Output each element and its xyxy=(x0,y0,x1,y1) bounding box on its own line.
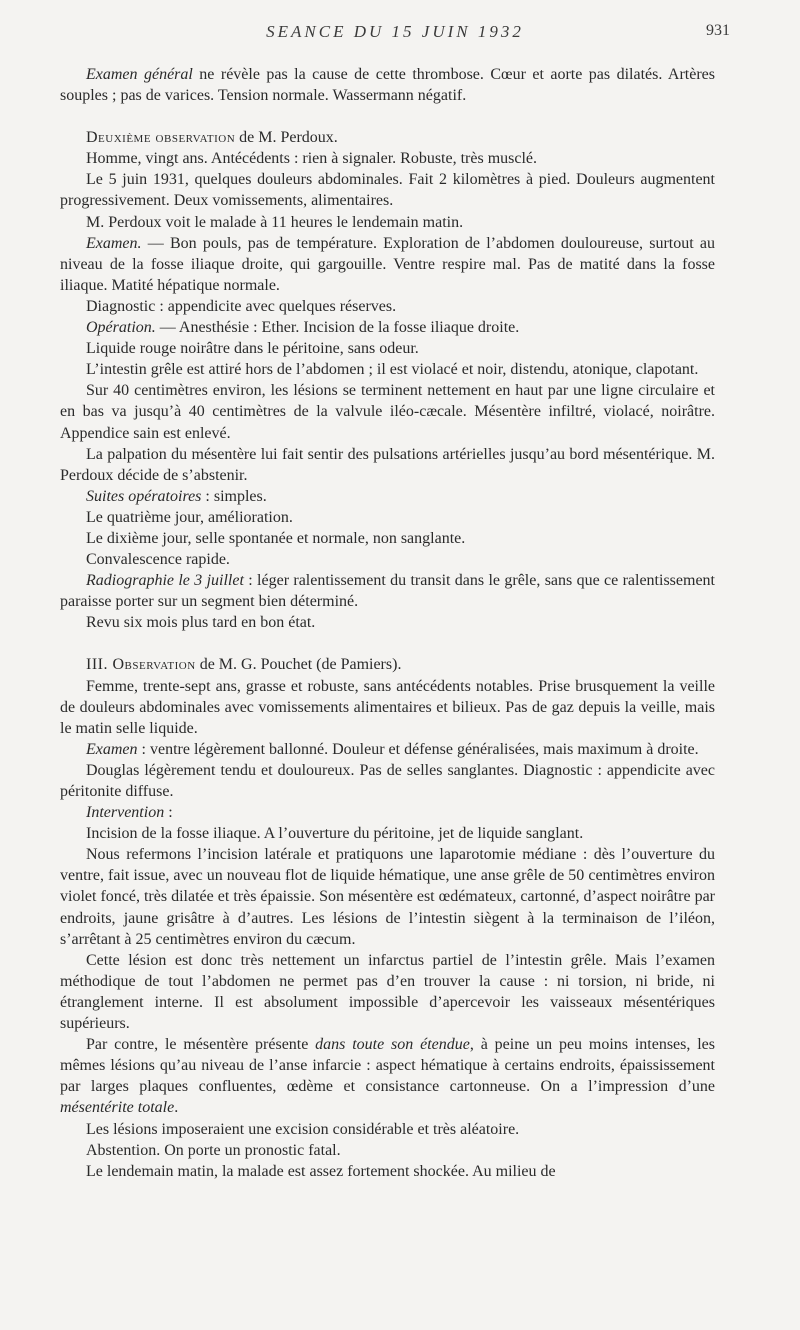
paragraph-text: La palpation du mésentère lui fait sentir des pulsations artérielles jusqu’au bord mésentérique. M. Perdoux décide de s’abstenir. xyxy=(60,445,715,484)
paragraph xyxy=(60,1161,715,1182)
paragraph-text: M. Perdoux voit le malade à 11 heures le lendemain matin. xyxy=(86,213,464,231)
italic-lead: Examen général xyxy=(86,66,193,83)
paragraph xyxy=(60,233,715,296)
paragraph xyxy=(60,169,715,211)
paragraph xyxy=(60,359,715,380)
paragraph-text: Revu six mois plus tard en bon état. xyxy=(86,614,316,632)
paragraph-text: ne révèle pas la cause de cette thrombose. Cœur et aorte pas dilatés. Artères souples ; pas de varices. Tension normale. Wassermann négatif. xyxy=(60,66,715,105)
paragraph-text: Incision de la fosse iliaque. A l’ouverture du péritoine, jet de liquide sanglant. xyxy=(86,825,584,843)
paragraph xyxy=(60,148,715,169)
paragraph-text: Diagnostic : appendicite avec quelques réserves. xyxy=(86,297,397,315)
page-header xyxy=(60,22,730,46)
paragraph xyxy=(60,760,715,802)
italic-lead: Examen. xyxy=(86,234,142,252)
paragraph xyxy=(60,676,715,739)
paragraph-text: Le 5 juin 1931, quelques douleurs abdominales. Fait 2 kilomètres à pied. Douleurs augmentent progressivement. Deux vomissements, alimentaires. xyxy=(60,171,715,210)
paragraph xyxy=(60,380,715,443)
paragraph-text: : léger ralentissement du transit dans le grêle, sans que ce ralentissement paraisse porter sur un segment bien déterminé. xyxy=(60,572,715,611)
paragraph-text: Liquide rouge noirâtre dans le péritoine, sans odeur. xyxy=(86,340,419,358)
paragraph-text: de M. Perdoux. xyxy=(235,129,338,147)
paragraph xyxy=(60,1119,715,1140)
paragraph xyxy=(60,296,715,317)
paragraph-text: Abstention. On porte un pronostic fatal. xyxy=(86,1141,341,1159)
paragraph xyxy=(60,444,715,486)
italic-lead: Opération. xyxy=(86,319,156,337)
paragraph-text: : ventre légèrement ballonné. Douleur et défense généralisées, mais maximum à droite. xyxy=(137,740,699,758)
paragraph-text: Nous refermons l’incision latérale et pratiquons une laparotomie médiane : dès l’ouverture du ventre, fait issue, avec un nouveau flot de liquide hématique, une anse grêle de 50 centimètres environ violet foncé, très dilatée et très épaissie. Son mésentère est œdémateux, cartonné, d’aspect noirâtre par endroits, jaune grisâtre à d’autres. Les lésions de l’intestin siègent à la terminaison de l’iléon, s’arrêtant à 25 centimètres environ du cæcum. xyxy=(60,846,715,948)
italic-phrase: dans toute son étendue xyxy=(315,1036,470,1054)
paragraph xyxy=(60,64,715,106)
paragraph-text: de M. G. Pouchet (de Pamiers). xyxy=(195,656,402,674)
paragraph-text: . xyxy=(174,1099,179,1117)
body-text xyxy=(60,64,715,1182)
paragraph xyxy=(60,950,715,1034)
smallcaps-lead: Deuxième observation xyxy=(86,129,236,147)
paragraph xyxy=(60,338,715,359)
paragraph-text: Le dixième jour, selle spontanée et normale, non sanglante. xyxy=(86,529,466,547)
paragraph xyxy=(60,570,715,612)
paragraph xyxy=(60,802,715,823)
paragraph-text: Sur 40 centimètres environ, les lésions se terminent nettement en haut par une ligne circulaire et en bas va jusqu’à 40 centimètres de la valvule iléo-cæcale. Mésentère infiltré, violacé, noirâtre. Appendice sain est enlevé. xyxy=(60,382,715,442)
section-heading xyxy=(60,654,715,675)
paragraph xyxy=(60,844,715,949)
italic-lead: Examen xyxy=(86,740,138,758)
paragraph-text: Femme, trente-sept ans, grasse et robuste, sans antécédents notables. Prise brusquement la veille de douleurs abdominales avec vomissements alimentaires et bilieux. Pas de gaz depuis la veille, mais le matin selle liquide. xyxy=(60,677,715,737)
paragraph xyxy=(60,823,715,844)
paragraph-text: Douglas légèrement tendu et douloureux. Pas de selles sanglantes. Diagnostic : appendicite avec péritonite diffuse. xyxy=(60,761,715,800)
paragraph xyxy=(60,549,715,570)
paragraph xyxy=(60,317,715,338)
section-heading xyxy=(60,127,715,148)
paragraph-text: Les lésions imposeraient une excision considérable et très aléatoire. xyxy=(86,1120,520,1138)
paragraph xyxy=(60,612,715,633)
paragraph xyxy=(60,1034,715,1118)
paragraph xyxy=(60,739,715,760)
italic-lead: Intervention xyxy=(86,804,165,822)
paragraph xyxy=(60,528,715,549)
paragraph-text: — Anesthésie : Ether. Incision de la fosse iliaque droite. xyxy=(155,319,520,337)
paragraph-text: Le quatrième jour, amélioration. xyxy=(86,508,293,526)
paragraph xyxy=(60,1140,715,1161)
page-number: 931 xyxy=(706,22,730,39)
italic-lead: Radiographie le 3 juillet xyxy=(86,572,244,590)
paragraph xyxy=(60,486,715,507)
italic-phrase: mésentérite totale xyxy=(60,1099,175,1117)
smallcaps-lead: III. Observation xyxy=(86,656,196,674)
paragraph-text: Convalescence rapide. xyxy=(86,551,230,569)
running-head: SEANCE DU 15 JUIN 1932 xyxy=(266,22,524,41)
paragraph-text: — Bon pouls, pas de température. Exploration de l’abdomen douloureuse, surtout au niveau de la fosse iliaque droite, qui gargouille. Ventre respire mal. Pas de matité dans la fosse iliaque. Matité hépatique normale. xyxy=(60,234,715,294)
italic-lead: Suites opératoires xyxy=(86,487,202,505)
paragraph-text: Homme, vingt ans. Antécédents : rien à signaler. Robuste, très musclé. xyxy=(86,150,538,168)
paragraph-text: : simples. xyxy=(201,487,267,505)
paragraph xyxy=(60,212,715,233)
paragraph-text: Le lendemain matin, la malade est assez fortement shockée. Au milieu de xyxy=(86,1162,556,1180)
paragraph-text: Par contre, le mésentère présente xyxy=(86,1036,316,1054)
paragraph-text: L’intestin grêle est attiré hors de l’abdomen ; il est violacé et noir, distendu, atonique, clapotant. xyxy=(86,361,699,379)
paragraph-text: Cette lésion est donc très nettement un infarctus partiel de l’intestin grêle. Mais l’examen méthodique de tout l’abdomen ne permet pas d’en trouver la cause : ni torsion, ni bride, ni étranglement interne. Il est absolument impossible d’apercevoir les vaisseaux mésentériques supérieurs. xyxy=(60,951,715,1033)
paragraph xyxy=(60,507,715,528)
paragraph-text: , à peine un peu moins intenses, les mêmes lésions qu’au niveau de l’anse infarcie : aspect hématique à certains endroits, épaississement par larges plaques confluentes, œdème et consistance cartonneuse. On a l’impression d’une xyxy=(60,1036,715,1096)
paragraph-text: : xyxy=(164,804,173,822)
